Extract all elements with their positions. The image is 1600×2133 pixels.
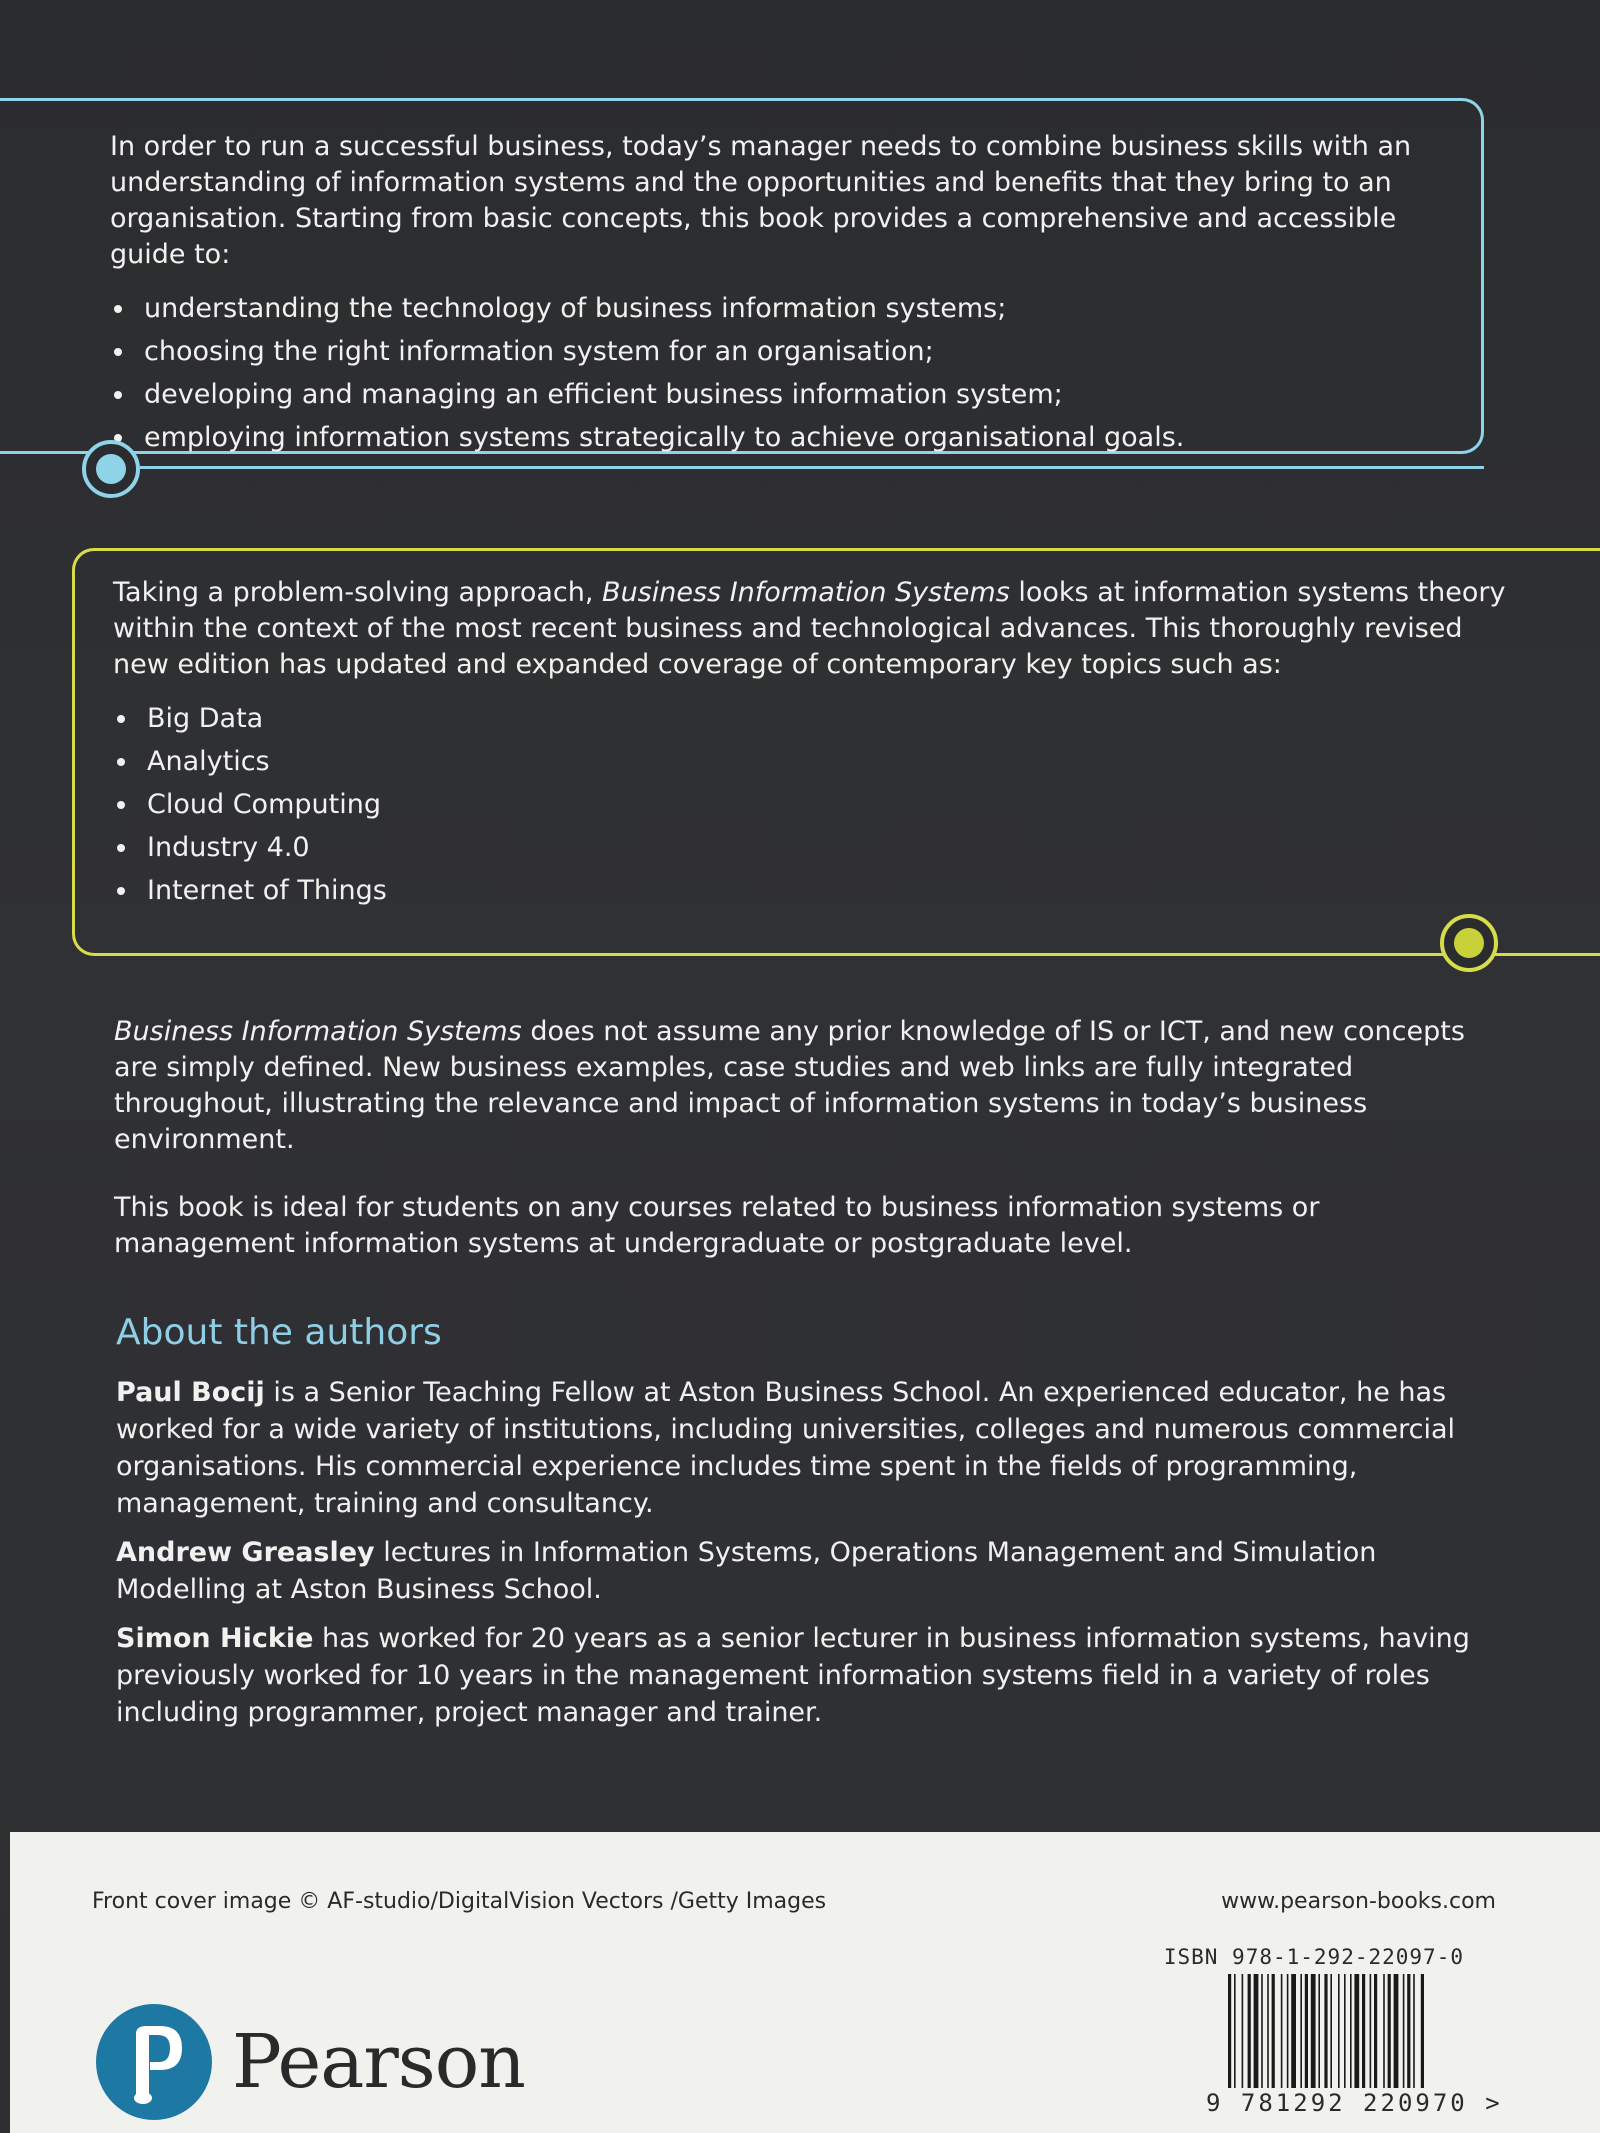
barcode-bar	[1300, 1974, 1302, 2094]
author-text: is a Senior Teaching Fellow at Aston Business School. An experienced educator, he has worked for a wide variety of institutions, including universities, colleges and numerous commercial organisations. His commercial experience includes time spent in the fields of programming, management, training and consultancy.	[116, 1377, 1455, 1519]
barcode-bar	[1407, 1974, 1410, 2094]
barcode-bar	[1394, 1974, 1399, 2094]
publisher-name: Pearson	[232, 2019, 525, 2105]
list-item: Industry 4.0	[113, 826, 1513, 869]
description-rest: does not assume any prior knowledge of IS or ICT, and new concepts are simply defined. New business examples, case studies and web links are fully integrated throughout, illustrating the relevance and impact of information systems in today’s business environment.	[114, 1016, 1465, 1155]
barcode-digits: 9 781292 220970 >	[1206, 2089, 1503, 2117]
publisher-website[interactable]: www.pearson-books.com	[1221, 1889, 1496, 1914]
intro-content	[110, 129, 1430, 459]
pearson-logo-icon	[96, 2004, 212, 2120]
intro-paragraph: In order to run a successful business, today’s manager needs to combine business skills with an understanding of information systems and the opportunities and benefits that they bring to an organisation. Starting from basic concepts, this book provides a comprehensive and accessible guide to:	[110, 131, 1412, 270]
blue-divider-line	[140, 466, 1484, 469]
barcode-bar	[1281, 1974, 1283, 2094]
author-name: Paul Bocij	[116, 1377, 265, 1408]
barcode-bar	[1374, 1974, 1377, 2094]
approach-lead: Taking a problem-solving approach,	[113, 577, 603, 608]
footer-strip	[10, 1832, 1600, 2133]
list-item: Cloud Computing	[113, 783, 1513, 826]
list-item: Big Data	[113, 697, 1513, 740]
list-item: understanding the technology of business information systems;	[110, 287, 1430, 330]
description-section	[114, 1014, 1494, 1262]
authors-heading: About the authors	[116, 1312, 442, 1353]
barcode-bar	[1330, 1974, 1332, 2094]
description-paragraph	[114, 1014, 1494, 1158]
list-item: Internet of Things	[113, 869, 1513, 912]
list-item: Analytics	[113, 740, 1513, 783]
barcode-bar	[1287, 1974, 1289, 2094]
topics-bullet-list	[113, 697, 1513, 912]
author-bio	[116, 1374, 1496, 1522]
barcode-bar	[1413, 1974, 1415, 2094]
barcode-bar	[1350, 1974, 1352, 2094]
book-title-italic: Business Information Systems	[114, 1016, 522, 1047]
intro-bullet-list	[110, 287, 1430, 459]
cover-image-credit: Front cover image © AF-studio/DigitalVision Vectors /Getty Images	[92, 1889, 827, 1914]
author-text: has worked for 20 years as a senior lecturer in business information systems, having previously worked for 10 years in the management information systems field in a variety of roles including programmer, project manager and trainer.	[116, 1623, 1470, 1728]
logo-letter	[96, 2004, 97, 2005]
barcode-bar	[1254, 1974, 1259, 2094]
book-title-italic: Business Information Systems	[602, 577, 1010, 608]
list-item: choosing the right information system for an organisation;	[110, 330, 1430, 373]
audience-paragraph: This book is ideal for students on any courses related to business information systems or management information systems at undergraduate or postgraduate level.	[114, 1192, 1320, 1259]
barcode-bar	[1354, 1974, 1359, 2094]
approach-box	[72, 548, 1600, 956]
list-item: developing and managing an efficient business information system;	[110, 373, 1430, 416]
barcode-bar	[1403, 1974, 1405, 2094]
intro-box	[0, 98, 1484, 454]
approach-paragraph	[113, 575, 1513, 683]
barcode-bar	[1267, 1974, 1269, 2094]
barcode-bar	[1362, 1974, 1365, 2094]
approach-content	[113, 575, 1513, 912]
barcode-bar	[1272, 1974, 1275, 2094]
author-text: lectures in Information Systems, Operations Management and Simulation Modelling at Aston Business School.	[116, 1537, 1377, 1605]
barcode-bar	[1242, 1974, 1244, 2094]
author-bio	[116, 1534, 1496, 1608]
barcode-bar	[1388, 1974, 1391, 2094]
barcode-bar	[1311, 1974, 1316, 2094]
yellow-circle-icon	[1440, 914, 1498, 972]
barcode-bar	[1318, 1974, 1320, 2094]
author-name: Simon Hickie	[116, 1623, 314, 1654]
barcode-bar	[1344, 1974, 1346, 2094]
barcode-bar	[1248, 1974, 1251, 2094]
barcode-bar	[1383, 1974, 1385, 2094]
barcode-bar	[1421, 1974, 1424, 2094]
list-item: employing information systems strategically to achieve organisational goals.	[110, 416, 1430, 459]
barcode-bar	[1228, 1974, 1231, 2094]
barcode-bar	[1370, 1974, 1372, 2094]
author-name: Andrew Greasley	[116, 1537, 375, 1568]
barcode-icon	[1228, 1974, 1490, 2094]
blue-circle-icon	[82, 440, 140, 498]
isbn-label: ISBN 978-1-292-22097-0	[1163, 1945, 1464, 1969]
approach-rest: looks at information systems theory within the context of the most recent business and technological advances. This thoroughly revised new edition has updated and expanded coverage of contemporary key topics such as:	[113, 577, 1506, 680]
barcode-bar	[1291, 1974, 1296, 2094]
barcode-bar	[1261, 1974, 1263, 2094]
barcode-bar	[1305, 1974, 1308, 2094]
barcode-bar	[1324, 1974, 1327, 2094]
author-bio	[116, 1620, 1496, 1731]
barcode-bar	[1338, 1974, 1340, 2094]
barcode-bar	[1234, 1974, 1236, 2094]
authors-section	[116, 1310, 1496, 1743]
